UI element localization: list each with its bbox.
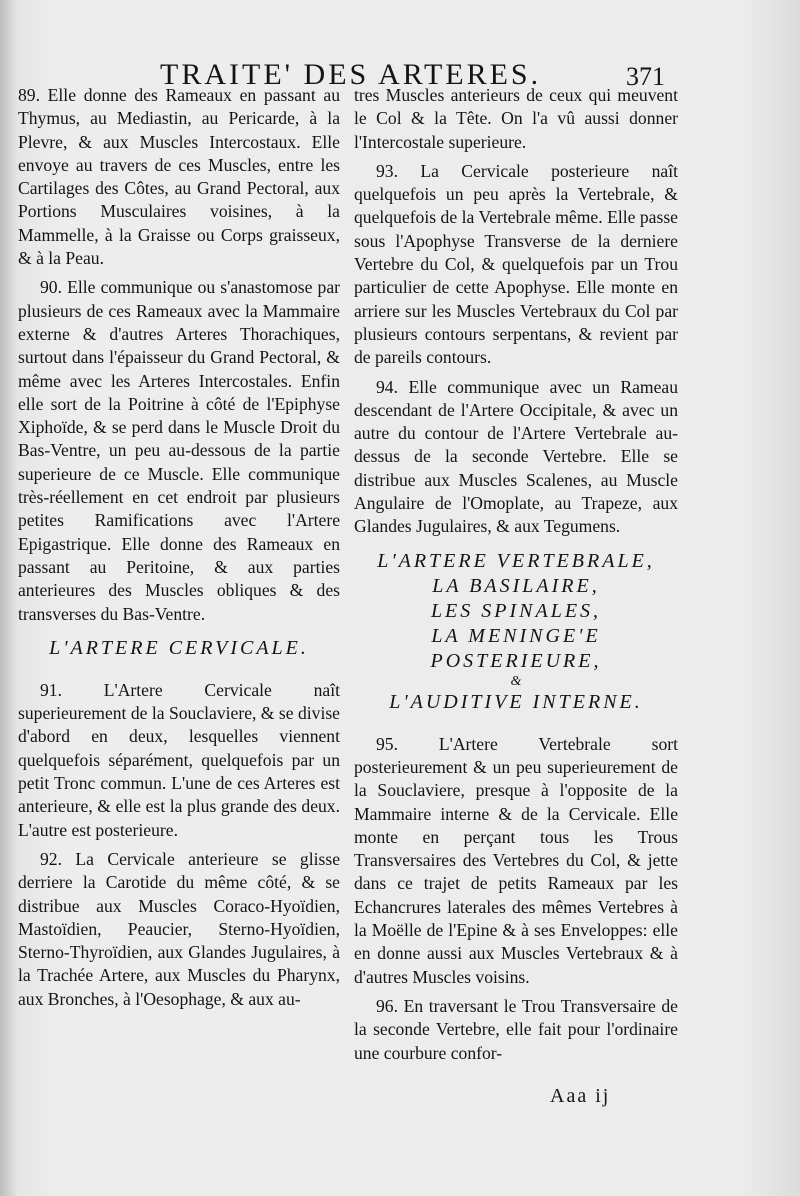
paragraph-89: 89. Elle donne des Rameaux en passant au Thymus, au Mediastin, au Pericarde, à la Plevre, & aux Muscles Intercostaux. Elle envoye au travers de ces Muscles, entre les Cartilages des Côtes, au Grand Pectoral, aux Portions Musculaires voisines, à la Mammelle, à la Graisse ou Corps graisseux, & à la Peau. — [18, 85, 340, 269]
paragraph-94: 94. Elle communique avec un Rameau descendant de l'Artere Occipitale, & avec un autre du contour de l'Artere Vertebrale au-dessus de la seconde Vertebre. Elle se distribue aux Muscles Scalenes, au Muscle Angulaire de l'Omoplate, au Trapeze, aux Glandes Jugulaires, & aux Tegumens. — [354, 376, 678, 537]
paragraph-91: 91. L'Artere Cervicale naît superieurement de la Souclaviere, & se divise d'abord en deux, lesquelles viennent quelquefois séparément, quelquefois par un petit Tronc commun. L'une de ces Arteres est anterieure, & elle est la plus grande des deux. L'autre est posterieure. — [18, 679, 340, 840]
paragraph-92: 92. La Cervicale anterieure se glisse derriere la Carotide du même côté, & se distribue aux Muscles Coraco-Hyoïdien, Mastoïdien, Peaucier, Sterno-Hyoïdien, Sterno-Thyroïdien, aux Glandes Jugulaires, à la Trachée Artere, aux Muscles du Pharynx, aux Bronches, à l'Oesophage, & aux au- — [18, 848, 340, 1009]
paragraph-92-continued: tres Muscles anterieurs de ceux qui meuvent le Col & la Tête. On l'a vû aussi donner l'Intercostale superieure. — [354, 85, 678, 152]
section-title-line: LA MENINGE'E — [431, 624, 601, 647]
left-column — [18, 84, 340, 1017]
section-title-vertebrale — [354, 549, 678, 715]
section-title-line: POSTERIEURE, — [430, 649, 602, 672]
right-column — [354, 84, 678, 1071]
section-title-cervicale: L'ARTERE CERVICALE. — [49, 636, 309, 659]
paragraph-96: 96. En traversant le Trou Transversaire de la seconde Vertebre, elle fait pour l'ordinaire une courbure confor- — [354, 995, 678, 1063]
signature-mark: Aaa ij — [550, 1085, 611, 1107]
paragraph-95: 95. L'Artere Vertebrale sort posterieurement & un peu superieurement de la Souclaviere, presque à l'opposite de la Mammaire interne & de la Cervicale. Elle monte en perçant tous les Trous Transversaires des Vertebres du Col, & jette dans ce trajet de petits Rameaux par les Echancrures laterales des mêmes Vertebres à la Moëlle de l'Epine & à ses Enveloppes: elle en donne aussi aux Muscles Vertebraux & à d'autres Muscles voisins. — [354, 733, 678, 987]
paragraph-90: 90. Elle communique ou s'anastomose par plusieurs de ces Rameaux avec la Mammaire externe & d'autres Arteres Thorachiques, surtout dans l'épaisseur du Grand Pectoral, & même avec les Arteres Intercostales. Enfin elle sort de la Poitrine à côté de l'Epiphyse Xiphoïde, & se perd dans le Muscle Droit du Bas-Ventre, un peu au-dessous de la partie superieure de ce Muscle. Elle communique très-réellement en cet endroit par plusieurs petites Ramifications avec l'Artere Epigastrique. Elle donne des Rameaux en passant au Peritoine, & aux parties anterieures des Muscles obliques & des transverses du Bas-Ventre. — [18, 277, 340, 624]
page-number: 371 — [626, 62, 665, 91]
section-title-line: L'ARTERE VERTEBRALE, — [377, 549, 655, 572]
running-title: TRAITE' DES ARTERES. — [160, 58, 542, 91]
paragraph-93: 93. La Cervicale posterieure naît quelquefois un peu après la Vertebrale, & quelquefois de la Vertebrale même. Elle passe sous l'Apophyse Transverse de la derniere Vertebre du Col, & quelquefois par un Trou particulier de cette Apophyse. Elle monte en arriere sur les Muscles Vertebraux du Col par plusieurs contours serpentans, & revient par de pareils contours. — [354, 160, 678, 368]
section-title-line: LES SPINALES, — [430, 599, 602, 622]
section-title-line: LA BASILAIRE, — [432, 574, 600, 597]
section-title-line: L'AUDITIVE INTERNE. — [389, 690, 643, 713]
section-title-ampersand: & — [510, 673, 522, 689]
